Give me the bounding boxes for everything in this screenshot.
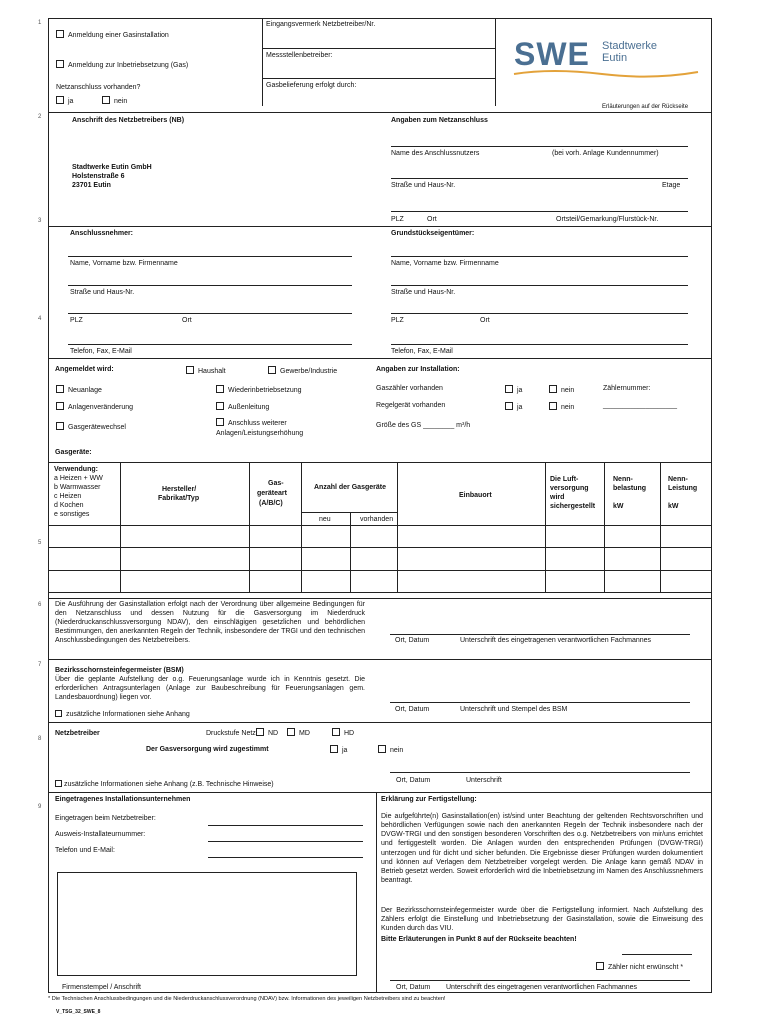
th-neu: neu (319, 516, 331, 523)
th-luft-3: wird (550, 494, 565, 501)
th-v-a: a Heizen + WW (54, 475, 103, 482)
plz-netz-field[interactable]: PLZ (391, 216, 404, 223)
checkbox-regelgeraet-ja[interactable]: ja (505, 402, 522, 412)
eig-telefon-field[interactable]: Telefon, Fax, E-Mail (391, 348, 453, 355)
erklaerung-title: Erklärung zur Fertigstellung: (381, 796, 477, 803)
eig-plz-field[interactable]: PLZ (391, 317, 404, 324)
checkbox-anmeldung-gas[interactable]: Anmeldung einer Gasinstallation (56, 30, 169, 40)
druckstufe-label: Druckstufe Netz (206, 730, 256, 737)
th-leistung-2: Leistung (668, 485, 698, 492)
eig-ort-field[interactable]: Ort (480, 317, 490, 324)
ausweis-field[interactable] (208, 841, 363, 842)
section-marker: 4 (38, 316, 42, 322)
checkbox-zugestimmt-ja[interactable]: ja (330, 745, 347, 755)
eig-strasse-field[interactable]: Straße und Haus-Nr. (391, 289, 456, 296)
firmenstempel-label: Firmenstempel / Anschrift (62, 984, 141, 991)
sig6-unterschrift[interactable]: Unterschrift und Stempel des BSM (460, 706, 568, 713)
checkbox-gaszaehler-ja[interactable]: ja (505, 385, 522, 395)
th-luft-4: sichergestellt (550, 503, 596, 510)
ausweis-label: Ausweis-Installateurnummer: (55, 831, 146, 838)
an-strasse-field[interactable]: Straße und Haus-Nr. (70, 289, 135, 296)
checkbox-wiederinbetrieb[interactable]: Wiederinbetriebsetzung (216, 385, 302, 395)
th-geraeteart: Gas- (268, 480, 284, 487)
ausfuehrung-text: Die Ausführung der Gasinstallation erfolgt nach der Verordnung über allgemeine Bedingungen für den Netzanschluss und dessen Nutzung für die Gasversorgung im Niederdruck (Niederdruckanschlussversorgung NDAV), den einschlägigen gesetzlichen und behördlichen Bestimmungen, den anerkannten Regeln der Technik, insbesondere der TRGI und den technischen Anschlussbedingungen des Netzbetreibers. (55, 601, 365, 644)
anschlussnehmer-title: Anschlussnehmer: (70, 230, 134, 237)
kundennr-field[interactable]: (bei vorh. Anlage Kundennummer) (552, 150, 659, 157)
installateur-title: Eingetragenes Installationsunternehmen (55, 796, 191, 803)
nb-name: Stadtwerke Eutin GmbH (72, 164, 152, 171)
section-marker: 7 (38, 662, 42, 668)
th-geraeteart-3: (A/B/C) (259, 500, 283, 507)
erklaerung-text-2: Der Bezirksschornsteinfegermeister wurde über die Fertigstellung informiert. Nach Aufstellung des Zählers erfolgt die Einstellung und Inbetriebsetzung der Gasinstallation, sowie die Einweisung des Kunden durch das VIU. (381, 907, 703, 933)
an-plz-field[interactable]: PLZ (70, 317, 83, 324)
netzanschluss-question: Netzanschluss vorhanden? (56, 84, 141, 91)
checkbox-regelgeraet-nein[interactable]: nein (549, 402, 574, 412)
nb-city: 23701 Eutin (72, 182, 111, 189)
checkbox-netzanschluss-nein[interactable]: nein (102, 96, 127, 106)
gaszaehler-label: Gaszähler vorhanden (376, 385, 443, 392)
na-title: Angaben zum Netzanschluss (391, 117, 488, 124)
swe-logo: SWE Stadtwerke Eutin (512, 36, 702, 80)
eingetragen-label: Eingetragen beim Netzbetreiber: (55, 815, 156, 822)
th-leistung: Nenn- (668, 476, 688, 483)
strasse-netz-field[interactable]: Straße und Haus-Nr. (391, 182, 456, 189)
checkbox-gaszaehler-nein[interactable]: nein (549, 385, 574, 395)
ort-netz-field[interactable]: Ort (427, 216, 437, 223)
checkbox-aussenleitung[interactable]: Außenleitung (216, 402, 269, 412)
th-fabrikat: Fabrikat/Typ (158, 495, 200, 502)
th-verwendung: Verwendung: (54, 466, 98, 473)
th-v-d: d Kochen (54, 502, 84, 509)
erklaerung-text-1: Die aufgeführte(n) Gasinstallation(en) ist/sind unter Beachtung der geltenden Rechtsvorschriften und behördlichen Verfügungen sowie nach den anerkannten Regeln der Technik insbesondere nach der DVGW-TRGI und den sonstigen besonderen Vorschriften des o.g. Netzbetreibers von mir/uns errichtet und fertiggestellt worden. Die Anlagen wurden den entsprechenden Prüfungen (DVGW-TRGI) unterzogen und für dicht und sicher befunden. Die Ergebnisse dieser Prüfungen wurden dokumentiert und können auf Verlagen dem Netzbetreiber vorgelegt werden. Die Anlage kann gemäß NDAV in Betrieb gesetzt werden. Soweit erforderlich wird die Inbetriebsetzung im Namen des Anschlussnehmers beantragt. (381, 813, 703, 885)
telefon-field[interactable] (208, 857, 363, 858)
checkbox-neuanlage[interactable]: Neuanlage (56, 385, 102, 395)
checkbox-geraetewechsel[interactable]: Gasgerätewechsel (56, 422, 126, 432)
th-vorhanden: vorhanden (360, 516, 394, 523)
th-leistung-kw: kW (668, 503, 679, 510)
sig6-ort-datum[interactable]: Ort, Datum (395, 706, 430, 713)
section-marker: 1 (38, 20, 42, 26)
checkbox-haushalt[interactable]: Haushalt (186, 366, 226, 376)
sig8-ort-datum[interactable]: Ort, Datum (396, 984, 431, 991)
logo-wave-icon (512, 68, 702, 80)
netzbetreiber-title: Netzbetreiber (55, 730, 100, 737)
angemeldet-title: Angemeldet wird: (55, 366, 114, 373)
name-nutzer-field[interactable]: Name des Anschlussnutzers (391, 150, 480, 157)
gasgeraete-title: Gasgeräte: (55, 449, 92, 456)
th-v-e: e sonstiges (54, 511, 90, 518)
angaben-installation-title: Angaben zur Installation: (376, 366, 460, 373)
checkbox-hd[interactable]: HD (332, 728, 354, 738)
section-marker: 6 (38, 602, 42, 608)
leistungserhoehung-label: Anlagen/Leistungserhöhung (216, 430, 304, 437)
section-marker: 2 (38, 114, 42, 120)
checkbox-bsm-zusatz[interactable]: zusätzliche Informationen siehe Anhang (55, 710, 190, 719)
th-hersteller: Hersteller/ (162, 486, 197, 493)
eig-name-field[interactable]: Name, Vorname bzw. Firmenname (391, 260, 499, 267)
messstellenbetreiber-field[interactable]: Messstellenbetreiber: (266, 52, 333, 59)
th-luft-2: versorgung (550, 485, 589, 492)
th-geraeteart-2: geräteart (257, 490, 287, 497)
checkbox-anlagenveraenderung[interactable]: Anlagenveränderung (56, 402, 133, 412)
gasgeraete-table (48, 462, 712, 592)
eingangsvermerk-field[interactable]: Eingangsvermerk Netzbetreiber/Nr. (266, 21, 376, 28)
bsm-text: Über die geplante Aufstellung der o.g. Feuerungsanlage wurde ich in Kenntnis gesetzt. Die erforderlichen Antragsunterlagen (Anlage zur Baubeschreibung für Feuerungsanlagen gem. Landesbauordnung) liegen vor. (55, 676, 365, 701)
zaehlernummer-label: Zählernummer: (603, 385, 651, 392)
th-einbauort: Einbauort (459, 492, 492, 499)
section-marker: 3 (38, 218, 42, 224)
checkbox-anmeldung-inbetrieb[interactable]: Anmeldung zur Inbetriebsetzung (Gas) (56, 60, 188, 70)
bsm-title: Bezirksschornsteinfegermeister (BSM) (55, 667, 184, 674)
th-v-c: c Heizen (54, 493, 82, 500)
firmenstempel-box[interactable] (57, 872, 357, 976)
footer-note: * Die Technischen Anschlussbedingungen und die Niederdruckanschlussverordnung (NDAV) bzw. Informationen des jeweiligen Netzbetreibers sind zu beachten! (48, 996, 446, 1002)
eingetragen-field[interactable] (208, 825, 363, 826)
th-luft: Die Luft- (550, 476, 579, 483)
telefon-label: Telefon und E-Mail: (55, 847, 115, 854)
sig5-ort-datum[interactable]: Ort, Datum (395, 637, 430, 644)
section-marker: 5 (38, 540, 42, 546)
checkbox-md[interactable]: MD (287, 728, 310, 738)
checkbox-zaehler-nicht[interactable]: Zähler nicht erwünscht * (596, 962, 683, 972)
nb-street: Holstenstraße 6 (72, 173, 125, 180)
section-marker: 8 (38, 736, 42, 742)
erklaerung-hinweis: Bitte Erläuterungen in Punkt 8 auf der Rückseite beachten! (381, 936, 577, 943)
checkbox-nb-zusatz[interactable]: zusätzliche Informationen siehe Anhang (z.B. Technische Hinweise) (55, 780, 274, 789)
checkbox-anschluss-weiterer[interactable]: Anschluss weiterer (216, 418, 287, 428)
th-belastung-2: belastung (613, 485, 647, 492)
zugestimmt-label: Der Gasversorgung wird zugestimmt (146, 746, 269, 753)
groesse-field[interactable]: Größe des GS ________ m³/h (376, 422, 471, 429)
checkbox-zugestimmt-nein[interactable]: nein (378, 745, 403, 755)
sig7-ort-datum[interactable]: Ort, Datum (396, 777, 431, 784)
th-v-b: b Warmwasser (54, 484, 101, 491)
ortsteil-field[interactable]: Ortsteil/Gemarkung/Flurstück-Nr. (556, 216, 659, 223)
sig7-unterschrift[interactable]: Unterschrift (466, 777, 502, 784)
checkbox-nd[interactable]: ND (256, 728, 278, 738)
regelgeraet-label: Regelgerät vorhanden (376, 402, 446, 409)
erlaeuterungen-note: Erläuterungen auf der Rückseite (602, 104, 689, 110)
checkbox-gewerbe[interactable]: Gewerbe/Industrie (268, 366, 337, 376)
sig5-unterschrift[interactable]: Unterschrift des eingetragenen verantwortlichen Fachmannes (460, 637, 652, 644)
th-belastung: Nenn- (613, 476, 633, 483)
sig8-unterschrift[interactable]: Unterschrift des eingetragenen verantwortlichen Fachmannes (446, 984, 638, 991)
th-anzahl: Anzahl der Gasgeräte (314, 484, 386, 491)
an-ort-field[interactable]: Ort (182, 317, 192, 324)
gasbelieferung-field[interactable]: Gasbelieferung erfolgt durch: (266, 82, 357, 89)
nb-title: Anschrift des Netzbetreibers (NB) (72, 117, 185, 124)
an-telefon-field[interactable]: Telefon, Fax, E-Mail (70, 348, 132, 355)
etage-field[interactable]: Etage (662, 182, 681, 189)
section-marker: 9 (38, 804, 42, 810)
th-belastung-kw: kW (613, 503, 624, 510)
an-name-field[interactable]: Name, Vorname bzw. Firmenname (70, 260, 178, 267)
checkbox-netzanschluss-ja[interactable]: ja (56, 96, 73, 106)
form-code: V_TSG_32_SWE_8 (56, 1009, 101, 1015)
eigentuemer-title: Grundstückseigentümer: (391, 230, 475, 237)
zaehlernummer-field[interactable]: ___________________ (603, 402, 677, 409)
